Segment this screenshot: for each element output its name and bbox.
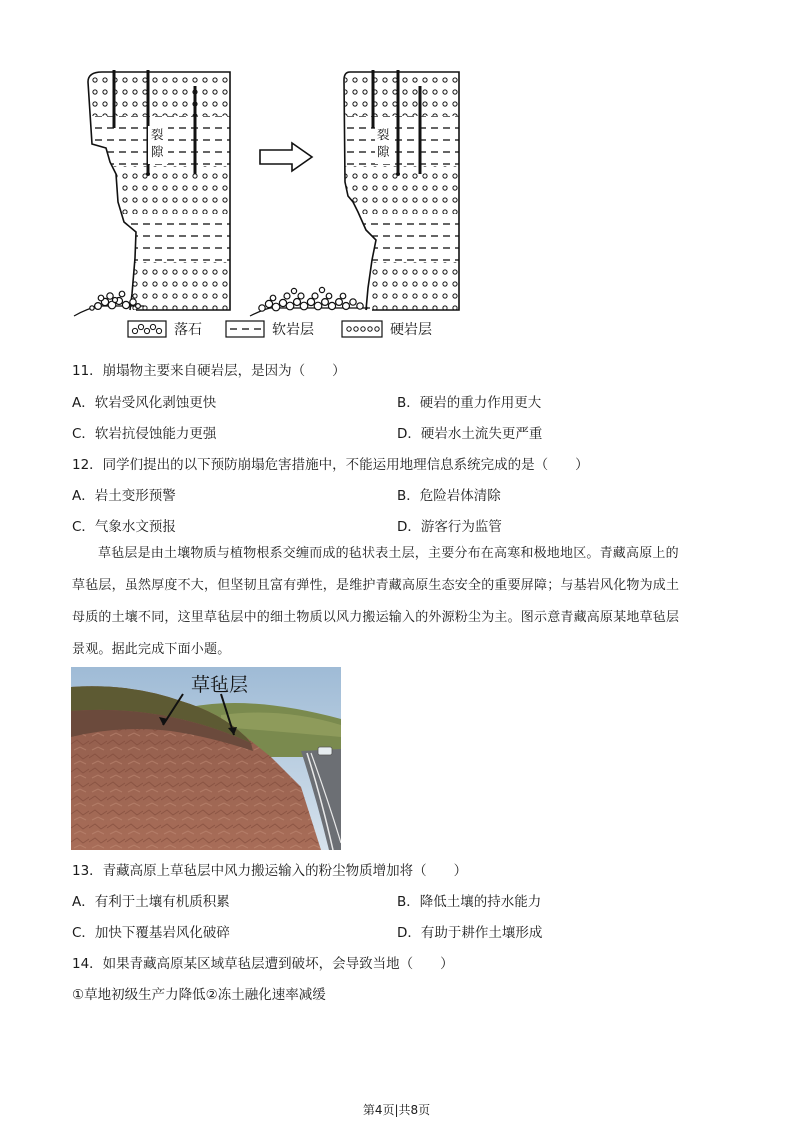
passage-line-4: 景观。据此完成下面小题。 <box>72 642 231 657</box>
cliff-before-panel <box>74 70 235 316</box>
q11-option-b[interactable]: B．硬岩的重力作用更大 <box>397 395 542 411</box>
question-12-stem: 12．同学们提出的以下预防崩塌危害措施中，不能运用地理信息系统完成的是（ ） <box>72 457 589 473</box>
legend-fallen-rock-label: 落石 <box>174 322 202 338</box>
q12-option-a[interactable]: A．岩土变形预警 <box>72 488 176 504</box>
transition-arrow <box>260 143 312 171</box>
q11-option-d[interactable]: D．硬岩水土流失更严重 <box>397 426 543 442</box>
q13-option-b[interactable]: B．降低土壤的持水能力 <box>397 894 542 910</box>
q13-option-a[interactable]: A．有利于土壤有机质积累 <box>72 894 230 910</box>
passage-line-3: 母质的土壤不同，这里草毡层中的细土物质以风力搬运输入的外源粉尘为主。图示意青藏高原某地草毡层 <box>72 610 680 625</box>
photo-label: 草毡层 <box>191 674 249 696</box>
q11-option-a[interactable]: A．软岩受风化剥蚀更快 <box>72 395 217 411</box>
passage-line-2: 草毡层，虽然厚度不大，但坚韧且富有弹性，是维护青藏高原生态安全的重要屏障；与基岩风化物为成土 <box>72 578 680 593</box>
q11-option-c[interactable]: C．软岩抗侵蚀能力更强 <box>72 426 217 442</box>
question-14-stem: 14．如果青藏高原某区域草毡层遭到破坏，会导致当地（ ） <box>72 956 454 972</box>
q12-option-b[interactable]: B．危险岩体清除 <box>397 488 501 504</box>
q14-statement-line: ①草地初级生产力降低②冻土融化速率减缓 <box>72 987 326 1003</box>
crack-label-top-after: 裂 <box>377 127 390 142</box>
q13-option-d[interactable]: D．有助于耕作土壤形成 <box>397 925 543 941</box>
q13-option-c[interactable]: C．加快下覆基岩风化破碎 <box>72 925 230 941</box>
q12-option-c[interactable]: C．气象水文预报 <box>72 519 176 535</box>
cliff-after-panel <box>250 70 465 316</box>
question-11-stem: 11．崩塌物主要来自硬岩层，是因为（ ） <box>72 363 346 379</box>
crack-label-bottom-after: 隙 <box>377 144 390 159</box>
grass-felt-layer-photo <box>71 667 341 850</box>
cliff-collapse-diagram <box>70 62 470 344</box>
page-footer: 第4页|共8页 <box>362 1103 431 1117</box>
question-13-stem: 13．青藏高原上草毡层中风力搬运输入的粉尘物质增加将（ ） <box>72 863 468 879</box>
diagram-legend <box>128 321 432 338</box>
passage-line-1: 草毡层是由土壤物质与植物根系交缠而成的毡状表土层，主要分布在高寒和极地地区。青藏高原上的 <box>98 546 679 561</box>
legend-soft-rock-label: 软岩层 <box>272 322 314 338</box>
crack-label-top: 裂 <box>151 127 164 142</box>
crack-label-bottom: 隙 <box>151 144 164 159</box>
legend-hard-rock-label: 硬岩层 <box>390 322 432 338</box>
q12-option-d[interactable]: D．游客行为监管 <box>397 519 502 535</box>
reading-passage <box>72 538 722 666</box>
